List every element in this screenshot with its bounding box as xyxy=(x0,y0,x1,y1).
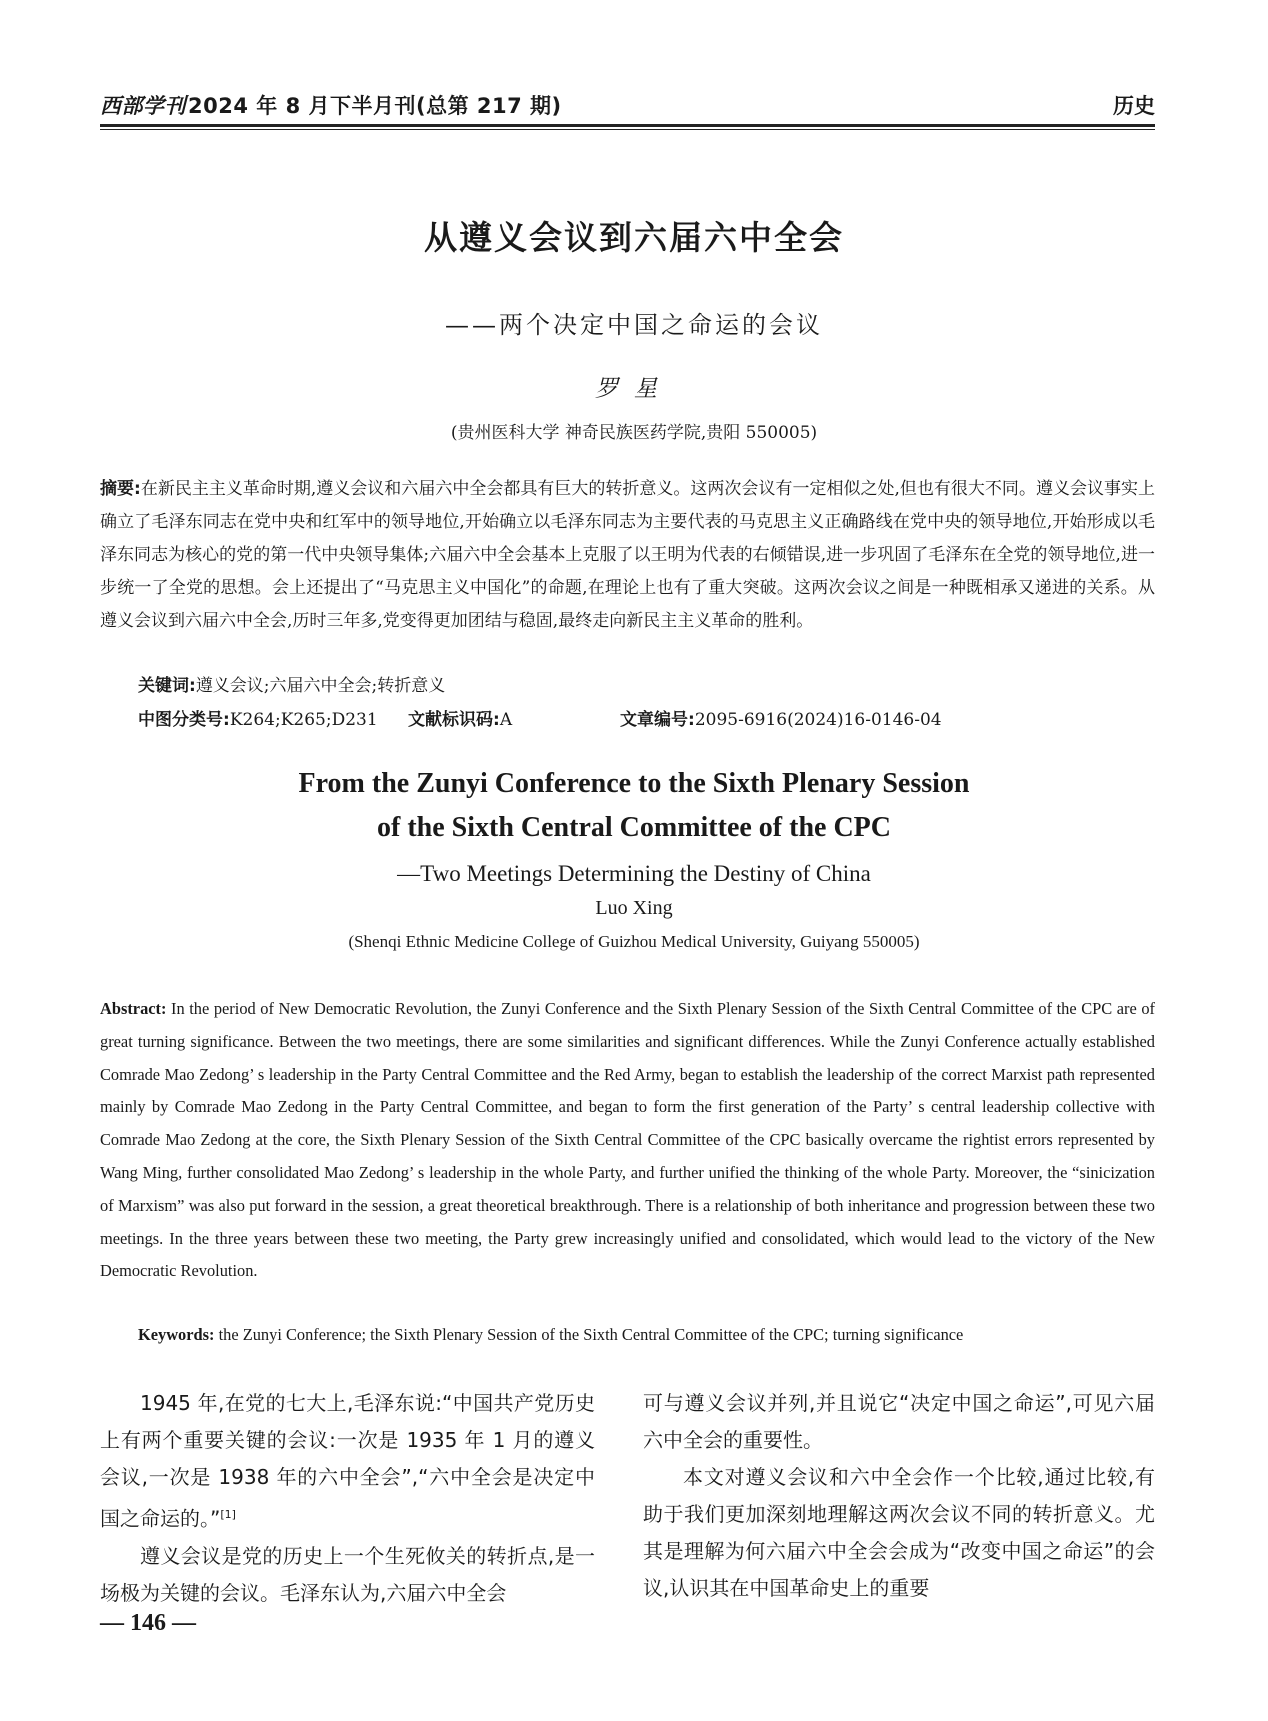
title-en-line2: of the Sixth Central Committee of the CPC xyxy=(377,812,891,843)
running-header xyxy=(100,86,1155,126)
body-text: 1945 年,在党的七大上,毛泽东说:“中国共产党历史上有两个重要关键的会议:一次是 1935 年 1 月的遵义会议,一次是 1938 年的六中全会”,“六中全会是决定中国之命运的。” xyxy=(100,1391,595,1531)
abstract-en-text: In the period of New Democratic Revolution, the Zunyi Conference and the Sixth Plenary Session of the Sixth Central Committee of the CPC are of great turning significance. Between the two meetings, there are some similarities and significant differences. While the Zunyi Conference actually established Comrade Mao Zedong’ s leadership in the Party Central Committee and the Red Army, began to establish the leadership of the correct Marxist path represented mainly by Comrade Mao Zedong in the Party Central Committee, and began to form the first generation of the Party’ s central leadership collective with Comrade Mao Zedong at the core, the Sixth Plenary Session of the Sixth Central Committee of the CPC basically overcame the rightist errors represented by Wang Ming, further consolidated Mao Zedong’ s leadership in the whole Party, and further unified the thinking of the whole Party. Moreover, the “sinicization of Marxism” was also put forward in the session, a great theoretical breakthrough. There is a relationship of both inheritance and progression between these two meetings. In the three years between these two meeting, the Party grew increasingly unified and consolidated, which would lead to the victory of the New Democratic Revolution. xyxy=(100,999,1155,1281)
author-en: Luo Xing xyxy=(595,897,673,919)
article-number xyxy=(620,705,942,730)
keywords-en xyxy=(138,1325,963,1345)
body-paragraph: 可与遵义会议并列,并且说它“决定中国之命运”,可见六届六中全会的重要性。 xyxy=(643,1391,1155,1452)
subtitle-en: —Two Meetings Determining the Destiny of China xyxy=(397,861,871,886)
body-paragraph: 遵义会议是党的历史上一个生死攸关的转折点,是一场极为关键的会议。毛泽东认为,六届六中全会 xyxy=(100,1543,595,1605)
doc-code xyxy=(408,705,512,730)
subtitle-cn: ——两个决定中国之命运的会议 xyxy=(445,311,823,339)
keywords-en-text: the Zunyi Conference; the Sixth Plenary Session of the Sixth Central Committee of the CPC; turning significance xyxy=(218,1325,964,1344)
doc-value: A xyxy=(499,710,513,730)
doc-label: 文献标识码: xyxy=(408,710,500,730)
article-value: 2095-6916(2024)16-0146-04 xyxy=(694,710,942,730)
keywords-cn xyxy=(138,671,445,696)
keywords-cn-label: 关键词: xyxy=(138,676,196,696)
author-cn: 罗星 xyxy=(595,376,673,402)
keywords-cn-text: 遵义会议;六届六中全会;转折意义 xyxy=(195,676,446,696)
body-column-left xyxy=(100,1385,595,1612)
journal-issue-text: 2024 年 8 月下半月刊(总第 217 期) xyxy=(188,94,562,118)
section-name: 历史 xyxy=(1113,94,1155,118)
body-column-right xyxy=(643,1385,1155,1607)
abstract-cn-label: 摘要: xyxy=(100,479,141,499)
title-en-line1: From the Zunyi Conference to the Sixth Plenary Session xyxy=(298,768,970,799)
header-rule-thin xyxy=(100,129,1155,130)
affiliation-cn: (贵州医科大学 神奇民族医药学院,贵阳 550005) xyxy=(450,423,818,443)
clc-label: 中图分类号: xyxy=(138,710,230,730)
journal-issue xyxy=(100,90,562,120)
abstract-cn xyxy=(100,473,1155,638)
body-paragraph xyxy=(100,1385,595,1538)
abstract-en-label: Abstract: xyxy=(100,999,167,1018)
citation-ref: [1] xyxy=(220,1508,236,1521)
clc-value: K264;K265;D231 xyxy=(229,710,378,730)
keywords-en-label: Keywords: xyxy=(138,1325,215,1344)
affiliation-en: (Shenqi Ethnic Medicine College of Guizhou Medical University, Guiyang 550005) xyxy=(348,932,920,951)
journal-logo: 西部学刊 xyxy=(100,93,186,118)
article-label: 文章编号: xyxy=(620,710,695,730)
title-cn: 从遵义会议到六届六中全会 xyxy=(424,218,844,257)
abstract-cn-text: 在新民主主义革命时期,遵义会议和六届六中全会都具有巨大的转折意义。这两次会议有一定相似之处,但也有很大不同。遵义会议事实上确立了毛泽东同志在党中央和红军中的领导地位,开始确立以毛泽东同志为主要代表的马克思主义正确路线在党中央的领导地位,开始形成以毛泽东同志为核心的党的第一代中央领导集体;六届六中全会基本上克服了以王明为代表的右倾错误,进一步巩固了毛泽东在全党的领导地位,进一步统一了全党的思想。会上还提出了“马克思主义中国化”的命题,在理论上也有了重大突破。这两次会议之间是一种既相承又递进的关系。从遵义会议到六届六中全会,历时三年多,党变得更加团结与稳固,最终走向新民主主义革命的胜利。 xyxy=(100,479,1155,631)
abstract-en xyxy=(100,993,1155,1288)
body-paragraph: 本文对遵义会议和六中全会作一个比较,通过比较,有助于我们更加深刻地理解这两次会议不同的转折意义。尤其是理解为何六届六中全会会成为“改变中国之命运”的会议,认识其在中国革命史上的重要 xyxy=(643,1465,1155,1600)
page-number: — 146 — xyxy=(100,1610,196,1636)
clc-number xyxy=(138,705,378,730)
header-rule xyxy=(100,124,1155,127)
